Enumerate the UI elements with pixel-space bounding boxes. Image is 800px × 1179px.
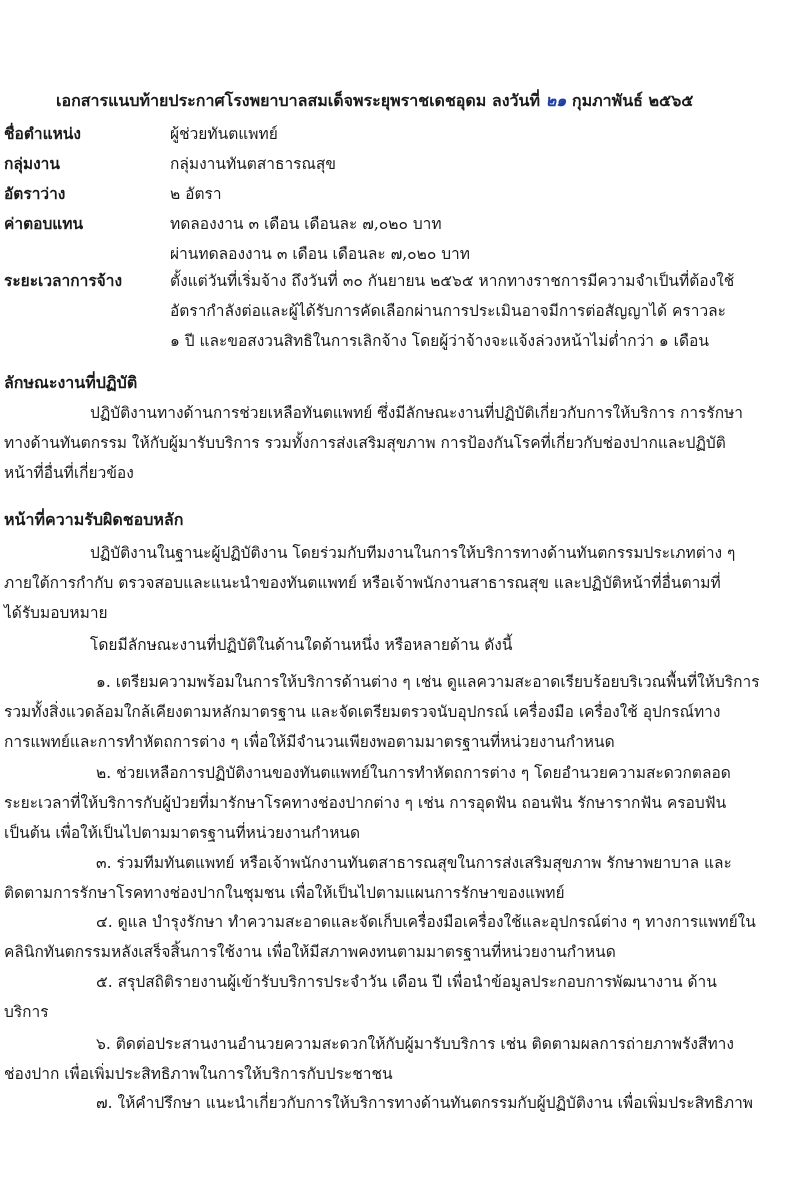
field-value: ๒ อัตรา	[170, 185, 222, 203]
work-nature-paragraph	[0, 398, 794, 488]
field-label: อัตราว่าง	[4, 184, 66, 203]
duty-line: ๗. ให้คำปรึกษา แนะนำเกี่ยวกับการให้บริการทางด้านทันตกรรมกับผู้ปฏิบัติงาน เพื่อเพิ่มประสิทธิภาพ	[96, 1094, 754, 1112]
duty-line: ระยะเวลาที่ให้บริการกับผู้ป่วยที่มารักษาโรคทางช่องปากต่าง ๆ เช่น การอุดฟัน ถอนฟัน รักษารากฟัน ครอบฟัน	[4, 794, 727, 812]
duty-line: รวมทั้งสิ่งแวดล้อมใกล้เคียงตามหลักมาตรฐาน และจัดเตรียมตรวจนับอุปกรณ์ เครื่องมือ เครื่องใช้ อุปกรณ์ทาง	[4, 703, 721, 721]
duty-line: ๕. สรุปสถิติรายงานผู้เข้ารับบริการประจำวัน เดือน ปี เพื่อนำข้อมูลประกอบการพัฒนางาน ด้าน	[96, 973, 717, 991]
heading-month-year: กุมภาพันธ์ ๒๕๖๕	[571, 91, 694, 110]
duty-line: ๑. เตรียมความพร้อมในการให้บริการด้านต่าง ๆ เช่น ดูแลความสะอาดเรียบร้อยบริเวณพื้นที่ให้บริการ	[96, 673, 760, 691]
paragraph-line: ปฏิบัติงานในฐานะผู้ปฏิบัติงาน โดยร่วมกับทีมงานในการให้บริการทางด้านทันตกรรมประเภทต่าง ๆ	[90, 544, 736, 562]
field-value: ผู้ช่วยทันตแพทย์	[170, 125, 278, 143]
paragraph-line: ภายใต้การกำกับ ตรวจสอบและแนะนำของทันตแพทย์ หรือเจ้าพนักงานสาธารณสุข และปฏิบัติหน้าที่อื่นตามที่	[4, 574, 721, 592]
duties-intro-paragraph	[0, 538, 794, 628]
duty-line: ๒. ช่วยเหลือการปฏิบัติงานของทันตแพทย์ในการทำหัตถการต่าง ๆ โดยอำนวยความสะดวกตลอด	[96, 764, 731, 782]
duty-line: ๔. ดูแล บำรุงรักษา ทำความสะอาดและจัดเก็บเครื่องมือเครื่องใช้และอุปกรณ์ต่าง ๆ ทางการแพทย์ใน	[96, 913, 756, 931]
duty-line: ติดตามการรักษาโรคทางช่องปากในชุมชน เพื่อให้เป็นไปตามแผนการรักษาของแพทย์	[4, 884, 565, 902]
document-heading	[56, 90, 776, 112]
field-label: ระยะเวลาการจ้าง	[4, 271, 123, 290]
section-title-duties: หน้าที่ความรับผิดชอบหลัก	[4, 510, 184, 529]
duty-line: ช่องปาก เพื่อเพิ่มประสิทธิภาพในการให้บริการกับประชาชน	[4, 1065, 393, 1083]
section-title-work-nature: ลักษณะงานที่ปฏิบัติ	[4, 373, 138, 392]
paragraph-line: หน้าที่อื่นที่เกี่ยวข้อง	[4, 464, 134, 482]
duty-line: ๓. ร่วมทีมทันตแพทย์ หรือเจ้าพนักงานทันตสาธารณสุขในการส่งเสริมสุขภาพ รักษาพยาบาล และ	[96, 854, 732, 872]
duty-line: คลินิกทันตกรรมหลังเสร็จสิ้นการใช้งาน เพื่อให้มีสภาพคงทนตามมาตรฐานที่หน่วยงานกำหนด	[4, 943, 616, 961]
duty-item-1	[0, 667, 794, 757]
field-value	[170, 209, 794, 269]
duty-line: ๖. ติดต่อประสานงานอำนวยความสะดวกให้กับผู้มารับบริการ เช่น ติดตามผลการถ่ายภาพรังสีทาง	[96, 1035, 734, 1053]
duties-lead	[0, 630, 794, 660]
period-line: ๑ ปี และขอสงวนสิทธิในการเลิกจ้าง โดยผู้ว่าจ้างจะแจ้งล่วงหน้าไม่ต่ำกว่า ๑ เดือน	[170, 332, 709, 350]
field-value	[170, 266, 794, 356]
duty-line: บริการ	[4, 1003, 49, 1021]
heading-text: เอกสารแนบท้ายประกาศโรงพยาบาลสมเด็จพระยุพราชเดชอุดม ลงวันที่	[56, 91, 541, 110]
field-label: ชื่อตำแหน่ง	[4, 124, 81, 143]
duty-item-6	[0, 1029, 794, 1089]
handwritten-day: ๒๑	[545, 91, 567, 110]
duty-item-4	[0, 907, 794, 967]
duty-line: เป็นต้น เพื่อให้เป็นไปตามมาตรฐานที่หน่วยงานกำหนด	[4, 824, 361, 842]
duty-item-5	[0, 967, 794, 1027]
period-line: อัตรากำลังต่อและผู้ได้รับการคัดเลือกผ่านการประเมินอาจมีการต่อสัญญาได้ คราวละ	[170, 302, 726, 320]
pay-line: ทดลองงาน ๓ เดือน เดือนละ ๗,๐๒๐ บาท	[170, 215, 442, 233]
paragraph-line: ได้รับมอบหมาย	[4, 604, 108, 622]
duty-line: การแพทย์และการทำหัตถการต่าง ๆ เพื่อให้มีจำนวนเพียงพอตามมาตรฐานที่หน่วยงานกำหนด	[4, 733, 615, 751]
period-line: ตั้งแต่วันที่เริ่มจ้าง ถึงวันที่ ๓๐ กันยายน ๒๕๖๕ หากทางราชการมีความจำเป็นที่ต้องใช้	[170, 272, 735, 290]
duty-item-2	[0, 758, 794, 848]
field-label: ค่าตอบแทน	[4, 214, 84, 233]
paragraph-line: ปฏิบัติงานทางด้านการช่วยเหลือทันตแพทย์ ซึ่งมีลักษณะงานที่ปฏิบัติเกี่ยวกับการให้บริการ การรักษา	[90, 404, 744, 422]
pay-line: ผ่านทดลองงาน ๓ เดือน เดือนละ ๗,๐๒๐ บาท	[170, 245, 470, 263]
paragraph-line: โดยมีลักษณะงานที่ปฏิบัติในด้านใดด้านหนึ่ง หรือหลายด้าน ดังนี้	[90, 636, 513, 654]
duty-item-7	[0, 1088, 794, 1118]
duty-item-3	[0, 848, 794, 908]
paragraph-line: ทางด้านทันตกรรม ให้กับผู้มารับบริการ รวมทั้งการส่งเสริมสุขภาพ การป้องกันโรคที่เกี่ยวกับช่องปากและปฏิบัติ	[4, 434, 726, 452]
field-value: กลุ่มงานทันตสาธารณสุข	[170, 155, 336, 173]
field-label: กลุ่มงาน	[4, 154, 60, 173]
